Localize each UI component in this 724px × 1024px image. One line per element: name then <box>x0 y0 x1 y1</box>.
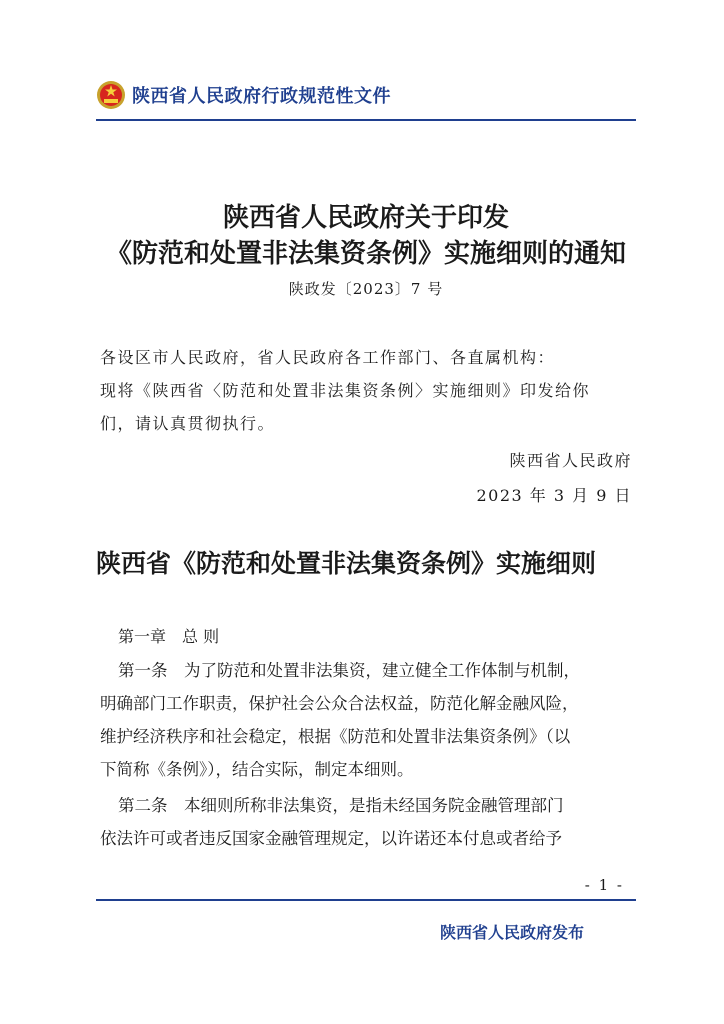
document-header <box>96 76 636 120</box>
addressee: 各设区市人民政府，省人民政府各工作部门、各直属机构： <box>100 348 556 367</box>
article1-line3: 维护经济秩序和社会稳定，根据《防范和处置非法集资条例》（以 <box>100 727 571 746</box>
notice-body-line2: 们，请认真贯彻执行。 <box>100 414 276 433</box>
document-number: 陕政发〔2023〕7 号 <box>288 280 444 298</box>
page-number: - 1 - <box>584 876 624 894</box>
notice-title-line2: 《防范和处置非法集资条例》实施细则的通知 <box>105 239 626 269</box>
footer-publisher: 陕西省人民政府发布 <box>440 923 585 942</box>
issue-date: 2023 年 3 月 9 日 <box>476 486 632 505</box>
notice-title-line1: 陕西省人民政府关于印发 <box>222 203 509 233</box>
header-title: 陕西省人民政府行政规范性文件 <box>132 86 391 107</box>
article1-line2: 明确部门工作职责，保护社会公众合法权益，防范化解金融风险， <box>100 694 579 713</box>
article2-line2: 依法许可或者违反国家金融管理规定，以许诺还本付息或者给予 <box>100 829 562 848</box>
notice-body-line1: 现将《陕西省〈防范和处置非法集资条例〉实施细则》印发给你 <box>100 381 591 400</box>
national-emblem-icon <box>96 80 126 110</box>
article2-line1: 第二条 本细则所称非法集资，是指未经国务院金融管理部门 <box>118 796 564 815</box>
article1-line1: 第一条 为了防范和处置非法集资，建立健全工作体制与机制， <box>118 661 580 680</box>
header-rule <box>96 119 636 121</box>
signer: 陕西省人民政府 <box>509 451 632 470</box>
rules-title: 陕西省《防范和处置非法集资条例》实施细则 <box>96 549 597 578</box>
footer-rule <box>96 899 636 901</box>
chapter-heading: 第一章 总 则 <box>118 627 220 646</box>
article1-line4: 下简称《条例》），结合实际，制定本细则。 <box>100 760 414 779</box>
